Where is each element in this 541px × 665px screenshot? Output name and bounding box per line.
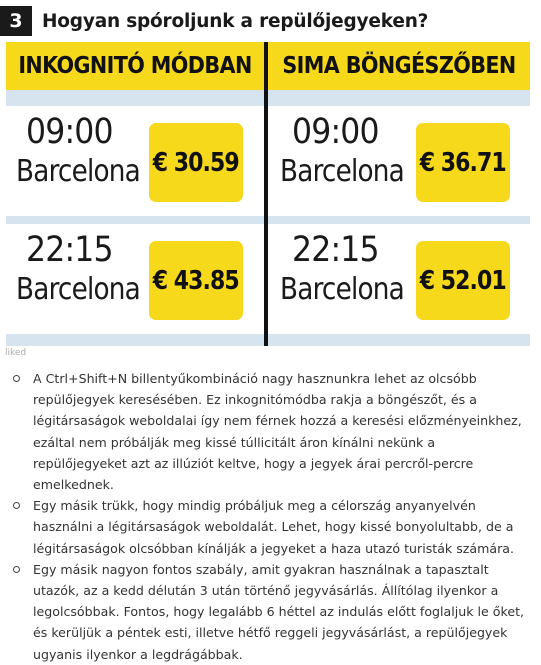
flight-city: Barcelona: [280, 272, 404, 307]
list-item: [11, 368, 529, 495]
flight-city: Barcelona: [16, 154, 140, 189]
bullet-circle-icon: [13, 502, 20, 509]
price-comparison-infographic: [6, 42, 530, 346]
flight-city: Barcelona: [280, 154, 404, 189]
flight-city: Barcelona: [16, 272, 140, 307]
flight-card: [268, 106, 530, 216]
bullet-circle-icon: [13, 375, 20, 382]
tips-list: [11, 368, 529, 665]
tip-text: A Ctrl+Shift+N billentyűkombináció nagy hasznunkra lehet az olcsóbb repülőjegyek keresésében. Ez inkognitómódba rakja a böngészőt, és a légitársaságok weboldalai így nem férnek hozzá a keresési előzményeinkhez, ezáltal nem próbálják meg kissé túllicitált áron kínálni nekünk a repülőjegyeket azt az illúziót keltve, hogy a jegyek árai percről-percre emelkednek.: [33, 371, 522, 493]
list-item: [11, 559, 529, 665]
image-source-credit: liked: [5, 348, 27, 358]
tip-text: Egy másik nagyon fontos szabály, amit gyakran használnak a tapasztalt utazók, az a kedd délután 3 után történő jegyvásárlás. Állítólag ilyenkor a legolcsóbbak. Fontos, hogy legalább 6 héttel az indulás előtt foglaljuk le őket, és kerüljük a péntek esti, illetve hétfő reggeli jegyvásárlást, a repülőjegyek ugyanis ilyenkor a legdrágábbak.: [33, 561, 525, 662]
list-item: [11, 495, 529, 559]
column-header-incognito: INKOGNITÓ MÓDBAN: [6, 42, 264, 90]
price-tag: € 36.71: [416, 123, 510, 202]
flight-time: 09:00: [292, 112, 379, 152]
flight-card: [6, 224, 264, 334]
flight-card: [6, 106, 264, 216]
flight-card: [268, 224, 530, 334]
section-heading: [0, 6, 428, 36]
tip-text: Egy másik trükk, hogy mindig próbáljuk meg a célország anyanyelvén használni a légitársaságok weboldalát. Lehet, hogy kissé bonyolultabb, de a légitársaságok olcsóbban kínálják a jegyeket a haza utazó turisták számára.: [33, 498, 514, 556]
flight-time: 22:15: [292, 230, 379, 270]
bullet-circle-icon: [13, 566, 20, 573]
flight-time: 09:00: [26, 112, 113, 152]
section-title: Hogyan spóroljunk a repülőjegyeken?: [42, 10, 429, 32]
price-tag: € 43.85: [149, 241, 243, 320]
price-tag: € 52.01: [416, 241, 510, 320]
section-number-badge: 3: [0, 6, 32, 36]
flight-time: 22:15: [26, 230, 113, 270]
column-header-normal-browser: SIMA BÖNGÉSZŐBEN: [268, 42, 530, 90]
price-tag: € 30.59: [149, 123, 243, 202]
